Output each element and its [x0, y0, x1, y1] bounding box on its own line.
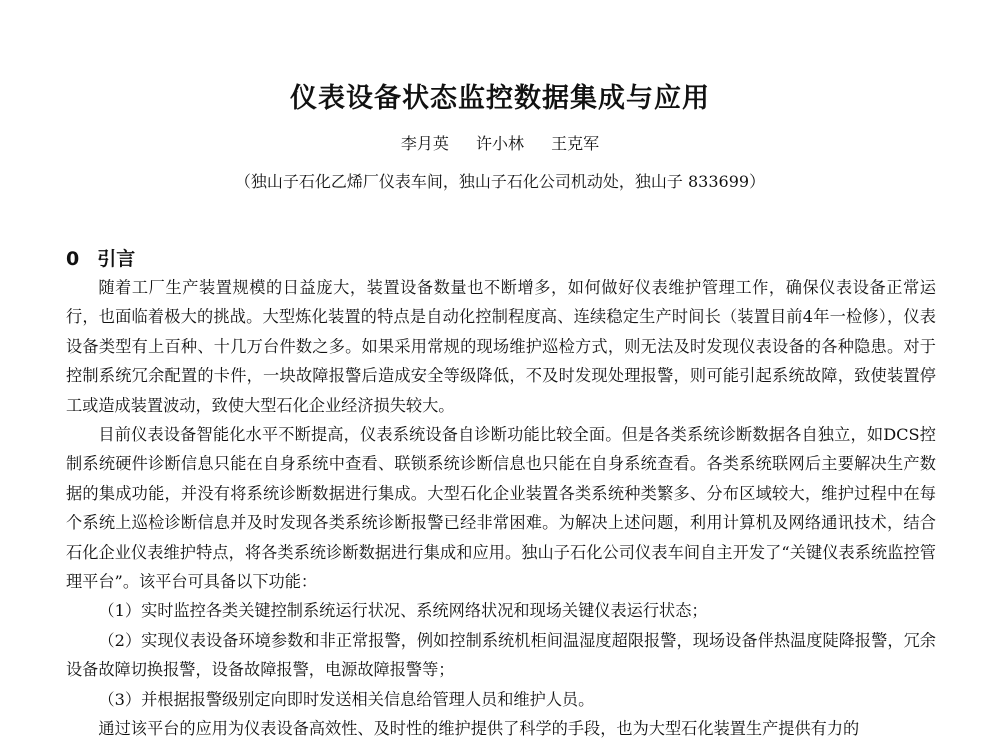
paragraph: 通过该平台的应用为仪表设备高效性、及时性的维护提供了科学的手段，也为大型石化装置生产提供有力的: [98, 719, 860, 739]
author-name: 王克军: [551, 134, 600, 153]
paragraph: 目前仪表设备智能化水平不断提高，仪表系统设备自诊断功能比较全面。但是各类系统诊断数据各自独立，如DCS控制系统硬件诊断信息只能在自身系统中查看、联锁系统诊断信息也只能在自身系统查看。各类系统联网后主要解决生产数据的集成功能，并没有将系统诊断数据进行集成。大型石化企业装置各类系统种类繁多、分布区域较大，维护过程中在每个系统上巡检诊断信息并及时发现各类系统诊断报警已经非常困难。为解决上述问题，利用计算机及网络通讯技术，结合石化企业仪表维护特点，将各类系统诊断数据进行集成和应用。独山子石化公司仪表车间自主开发了“关键仪表系统监控管理平台”。该平台可具备以下功能：: [66, 425, 936, 592]
author-name: 许小林: [475, 134, 524, 153]
author-list: [0, 131, 1000, 154]
section-heading: [66, 244, 135, 271]
paper-title: 仪表设备状态监控数据集成与应用: [290, 83, 710, 114]
affiliation: （独山子石化乙烯厂仪表车间，独山子石化公司机动处，独山子 833699）: [234, 172, 766, 191]
body-text: [66, 273, 936, 744]
section-title: 引言: [97, 248, 136, 270]
paragraph: 随着工厂生产装置规模的日益庞大，装置设备数量也不断增多，如何做好仪表维护管理工作，确保仪表设备正常运行，也面临着极大的挑战。大型炼化装置的特点是自动化控制程度高、连续稳定生产时间长（装置目前4年一检修），仪表设备类型有上百种、十几万台件数之多。如果采用常规的现场维护巡检方式，则无法及时发现仪表设备的各种隐患。对于控制系统冗余配置的卡件，一块故障报警后造成安全等级降低，不及时发现处理报警，则可能引起系统故障，致使装置停工或造成装置波动，致使大型石化企业经济损失较大。: [66, 278, 936, 415]
list-item: （2）实现仪表设备环境参数和非正常报警，例如控制系统机柜间温湿度超限报警，现场设备伴热温度陡降报警，冗余设备故障切换报警，设备故障报警，电源故障报警等；: [66, 630, 936, 680]
author-name: 李月英: [400, 134, 449, 153]
list-item: （1）实时监控各类关键控制系统运行状况、系统网络状况和现场关键仪表运行状态；: [98, 601, 708, 621]
list-item: （3）并根据报警级别定向即时发送相关信息给管理人员和维护人员。: [98, 689, 595, 709]
section-number: 0: [66, 248, 80, 270]
